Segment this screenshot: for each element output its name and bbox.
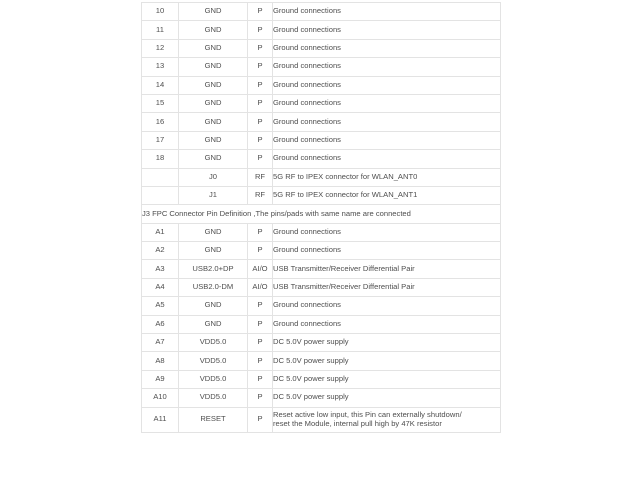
- pin-type-cell: RF: [248, 168, 273, 186]
- pin-description-cell: Ground connections: [273, 315, 501, 333]
- pin-name-cell: VDD5.0: [179, 334, 248, 352]
- pin-description-cell: [273, 407, 501, 432]
- pin-name-cell: GND: [179, 131, 248, 149]
- pin-name-cell: VDD5.0: [179, 352, 248, 370]
- pin-number-cell: 13: [142, 58, 179, 76]
- pin-description-cell: 5G RF to IPEX connector for WLAN_ANT0: [273, 168, 501, 186]
- table-row: [142, 168, 501, 186]
- section-header-row: [142, 205, 501, 223]
- table-row: [142, 76, 501, 94]
- pin-number-cell: 10: [142, 3, 179, 21]
- pin-number-cell: 15: [142, 94, 179, 112]
- table-row: [142, 113, 501, 131]
- pin-name-cell: GND: [179, 39, 248, 57]
- pin-name-cell: GND: [179, 297, 248, 315]
- table-row: [142, 278, 501, 296]
- pin-description-cell: Ground connections: [273, 113, 501, 131]
- pin-description-cell: Ground connections: [273, 297, 501, 315]
- pin-number-cell: 12: [142, 39, 179, 57]
- pin-type-cell: P: [248, 315, 273, 333]
- pin-type-cell: P: [248, 407, 273, 432]
- pin-definition-table: [141, 2, 501, 433]
- table-row: [142, 297, 501, 315]
- pin-type-cell: P: [248, 94, 273, 112]
- pin-type-cell: P: [248, 297, 273, 315]
- pin-name-cell: J1: [179, 186, 248, 204]
- table-row: [142, 370, 501, 388]
- pin-number-cell: A10: [142, 389, 179, 407]
- pin-name-cell: J0: [179, 168, 248, 186]
- table-row: [142, 21, 501, 39]
- pin-name-cell: GND: [179, 58, 248, 76]
- pin-type-cell: P: [248, 39, 273, 57]
- table-row: [142, 94, 501, 112]
- table-row: [142, 389, 501, 407]
- pin-description-cell: Ground connections: [273, 94, 501, 112]
- table-row: [142, 315, 501, 333]
- pin-name-cell: GND: [179, 3, 248, 21]
- pin-number-cell: 14: [142, 76, 179, 94]
- pin-type-cell: P: [248, 58, 273, 76]
- pin-number-cell: [142, 186, 179, 204]
- pin-name-cell: USB2.0-DM: [179, 278, 248, 296]
- pin-description-cell: Ground connections: [273, 39, 501, 57]
- pin-name-cell: GND: [179, 223, 248, 241]
- table-row: [142, 260, 501, 278]
- table-row: [142, 407, 501, 432]
- pin-description-cell: Ground connections: [273, 223, 501, 241]
- table-row: [142, 186, 501, 204]
- pin-description-cell: DC 5.0V power supply: [273, 389, 501, 407]
- table-row: [142, 242, 501, 260]
- pin-number-cell: 18: [142, 150, 179, 168]
- pin-type-cell: P: [248, 389, 273, 407]
- pin-number-cell: A5: [142, 297, 179, 315]
- pin-type-cell: P: [248, 334, 273, 352]
- table-row: [142, 58, 501, 76]
- pin-name-cell: GND: [179, 94, 248, 112]
- pin-name-cell: GND: [179, 150, 248, 168]
- pin-description-cell: Ground connections: [273, 150, 501, 168]
- section-header-label: J3 FPC Connector Pin Definition ,The pins/pads with same name are connected: [142, 205, 501, 223]
- pin-name-cell: GND: [179, 76, 248, 94]
- pin-type-cell: P: [248, 21, 273, 39]
- pin-name-cell: GND: [179, 242, 248, 260]
- pin-name-cell: RESET: [179, 407, 248, 432]
- table-row: [142, 39, 501, 57]
- pin-type-cell: P: [248, 150, 273, 168]
- pin-number-cell: A3: [142, 260, 179, 278]
- pin-type-cell: P: [248, 223, 273, 241]
- pin-description-cell: Ground connections: [273, 131, 501, 149]
- pin-name-cell: VDD5.0: [179, 389, 248, 407]
- pin-number-cell: A1: [142, 223, 179, 241]
- table-row: [142, 334, 501, 352]
- pin-type-cell: AI/O: [248, 278, 273, 296]
- description-line-2: reset the Module, internal pull high by 47K resistor: [273, 418, 442, 428]
- pin-number-cell: [142, 168, 179, 186]
- pin-description-cell: Ground connections: [273, 76, 501, 94]
- pin-description-cell: Ground connections: [273, 58, 501, 76]
- pin-number-cell: A8: [142, 352, 179, 370]
- pin-name-cell: GND: [179, 315, 248, 333]
- pin-type-cell: P: [248, 3, 273, 21]
- pin-description-cell: DC 5.0V power supply: [273, 352, 501, 370]
- pin-number-cell: A11: [142, 407, 179, 432]
- pin-definition-table-container: [141, 2, 500, 433]
- pin-number-cell: A7: [142, 334, 179, 352]
- pin-number-cell: 17: [142, 131, 179, 149]
- table-row: [142, 150, 501, 168]
- pin-type-cell: P: [248, 113, 273, 131]
- pin-type-cell: P: [248, 370, 273, 388]
- table-row: [142, 352, 501, 370]
- table-row: [142, 131, 501, 149]
- pin-number-cell: 11: [142, 21, 179, 39]
- pin-number-cell: 16: [142, 113, 179, 131]
- table-row: [142, 223, 501, 241]
- pin-type-cell: P: [248, 352, 273, 370]
- pin-name-cell: VDD5.0: [179, 370, 248, 388]
- pin-number-cell: A9: [142, 370, 179, 388]
- pin-number-cell: A6: [142, 315, 179, 333]
- pin-name-cell: USB2.0+DP: [179, 260, 248, 278]
- pin-description-cell: Ground connections: [273, 21, 501, 39]
- description-line-1: Reset active low input, this Pin can externally shutdown/: [273, 409, 462, 419]
- pin-type-cell: RF: [248, 186, 273, 204]
- pin-description-cell: USB Transmitter/Receiver Differential Pair: [273, 260, 501, 278]
- pin-type-cell: P: [248, 242, 273, 260]
- pin-number-cell: A4: [142, 278, 179, 296]
- pin-table-body: [142, 3, 501, 433]
- pin-description-cell: Ground connections: [273, 3, 501, 21]
- table-row: [142, 3, 501, 21]
- pin-type-cell: P: [248, 76, 273, 94]
- pin-name-cell: GND: [179, 21, 248, 39]
- pin-name-cell: GND: [179, 113, 248, 131]
- pin-type-cell: P: [248, 131, 273, 149]
- pin-description-cell: USB Transmitter/Receiver Differential Pair: [273, 278, 501, 296]
- pin-description-cell: DC 5.0V power supply: [273, 370, 501, 388]
- pin-description-cell: DC 5.0V power supply: [273, 334, 501, 352]
- pin-description-cell: Ground connections: [273, 242, 501, 260]
- pin-type-cell: AI/O: [248, 260, 273, 278]
- pin-description-cell: 5G RF to IPEX connector for WLAN_ANT1: [273, 186, 501, 204]
- pin-number-cell: A2: [142, 242, 179, 260]
